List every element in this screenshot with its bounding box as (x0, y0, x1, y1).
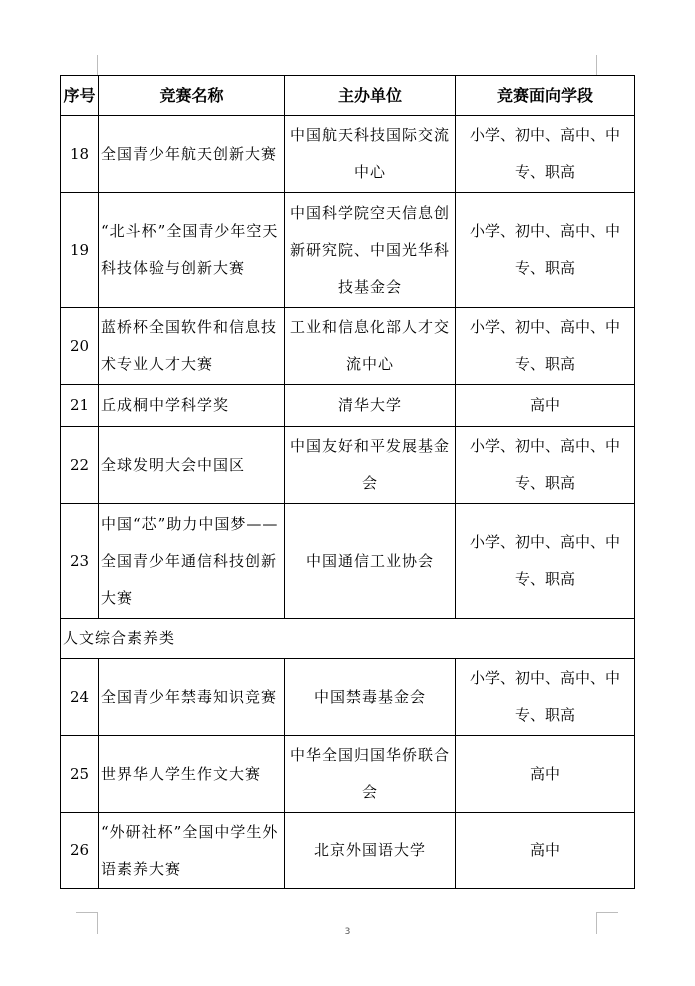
table-row (61, 736, 635, 813)
row-number: 18 (61, 116, 99, 193)
school-stage: 小学、初中、高中、中专、职高 (456, 193, 635, 308)
table-row (61, 659, 635, 736)
table-row (61, 385, 635, 427)
row-number: 21 (61, 385, 99, 427)
table-row (61, 308, 635, 385)
organizer: 北京外国语大学 (285, 813, 456, 889)
header-number: 序号 (61, 76, 99, 116)
organizer: 中国航天科技国际交流中心 (285, 116, 456, 193)
school-stage: 小学、初中、高中、中专、职高 (456, 308, 635, 385)
school-stage: 小学、初中、高中、中专、职高 (456, 427, 635, 504)
organizer: 中国科学院空天信息创新研究院、中国光华科技基金会 (285, 193, 456, 308)
row-number: 24 (61, 659, 99, 736)
crop-mark-bottom-left-h (76, 912, 97, 913)
organizer: 中华全国归国华侨联合会 (285, 736, 456, 813)
organizer: 中国禁毒基金会 (285, 659, 456, 736)
competition-table (60, 75, 635, 889)
header-school-stage: 竞赛面向学段 (456, 76, 635, 116)
row-number: 23 (61, 504, 99, 619)
organizer: 中国通信工业协会 (285, 504, 456, 619)
row-number: 25 (61, 736, 99, 813)
school-stage: 高中 (456, 813, 635, 889)
school-stage: 高中 (456, 385, 635, 427)
school-stage: 高中 (456, 736, 635, 813)
row-number: 20 (61, 308, 99, 385)
table-row (61, 193, 635, 308)
competition-name: 中国“芯”助力中国梦——全国青少年通信科技创新大赛 (99, 504, 285, 619)
header-competition-name: 竞赛名称 (99, 76, 285, 116)
competition-name: 全国青少年航天创新大赛 (99, 116, 285, 193)
competition-name: 丘成桐中学科学奖 (99, 385, 285, 427)
organizer: 清华大学 (285, 385, 456, 427)
table-row (61, 504, 635, 619)
competition-name: 全国青少年禁毒知识竞赛 (99, 659, 285, 736)
school-stage: 小学、初中、高中、中专、职高 (456, 659, 635, 736)
competition-name: 蓝桥杯全国软件和信息技术专业人才大赛 (99, 308, 285, 385)
crop-mark-top-left-v (97, 55, 98, 75)
crop-mark-bottom-right-h (597, 912, 618, 913)
competition-name: “北斗杯”全国青少年空天科技体验与创新大赛 (99, 193, 285, 308)
organizer: 工业和信息化部人才交流中心 (285, 308, 456, 385)
table-row (61, 427, 635, 504)
table-row (61, 116, 635, 193)
page-number: 3 (344, 927, 351, 937)
table-header-row (61, 76, 635, 116)
category-label: 人文综合素养类 (61, 619, 635, 659)
table-row (61, 813, 635, 889)
row-number: 26 (61, 813, 99, 889)
competition-name: 全球发明大会中国区 (99, 427, 285, 504)
row-number: 22 (61, 427, 99, 504)
crop-mark-top-right-v (596, 55, 597, 75)
header-organizer: 主办单位 (285, 76, 456, 116)
school-stage: 小学、初中、高中、中专、职高 (456, 504, 635, 619)
organizer: 中国友好和平发展基金会 (285, 427, 456, 504)
category-row (61, 619, 635, 659)
competition-name: 世界华人学生作文大赛 (99, 736, 285, 813)
row-number: 19 (61, 193, 99, 308)
competition-name: “外研社杯”全国中学生外语素养大赛 (99, 813, 285, 889)
school-stage: 小学、初中、高中、中专、职高 (456, 116, 635, 193)
